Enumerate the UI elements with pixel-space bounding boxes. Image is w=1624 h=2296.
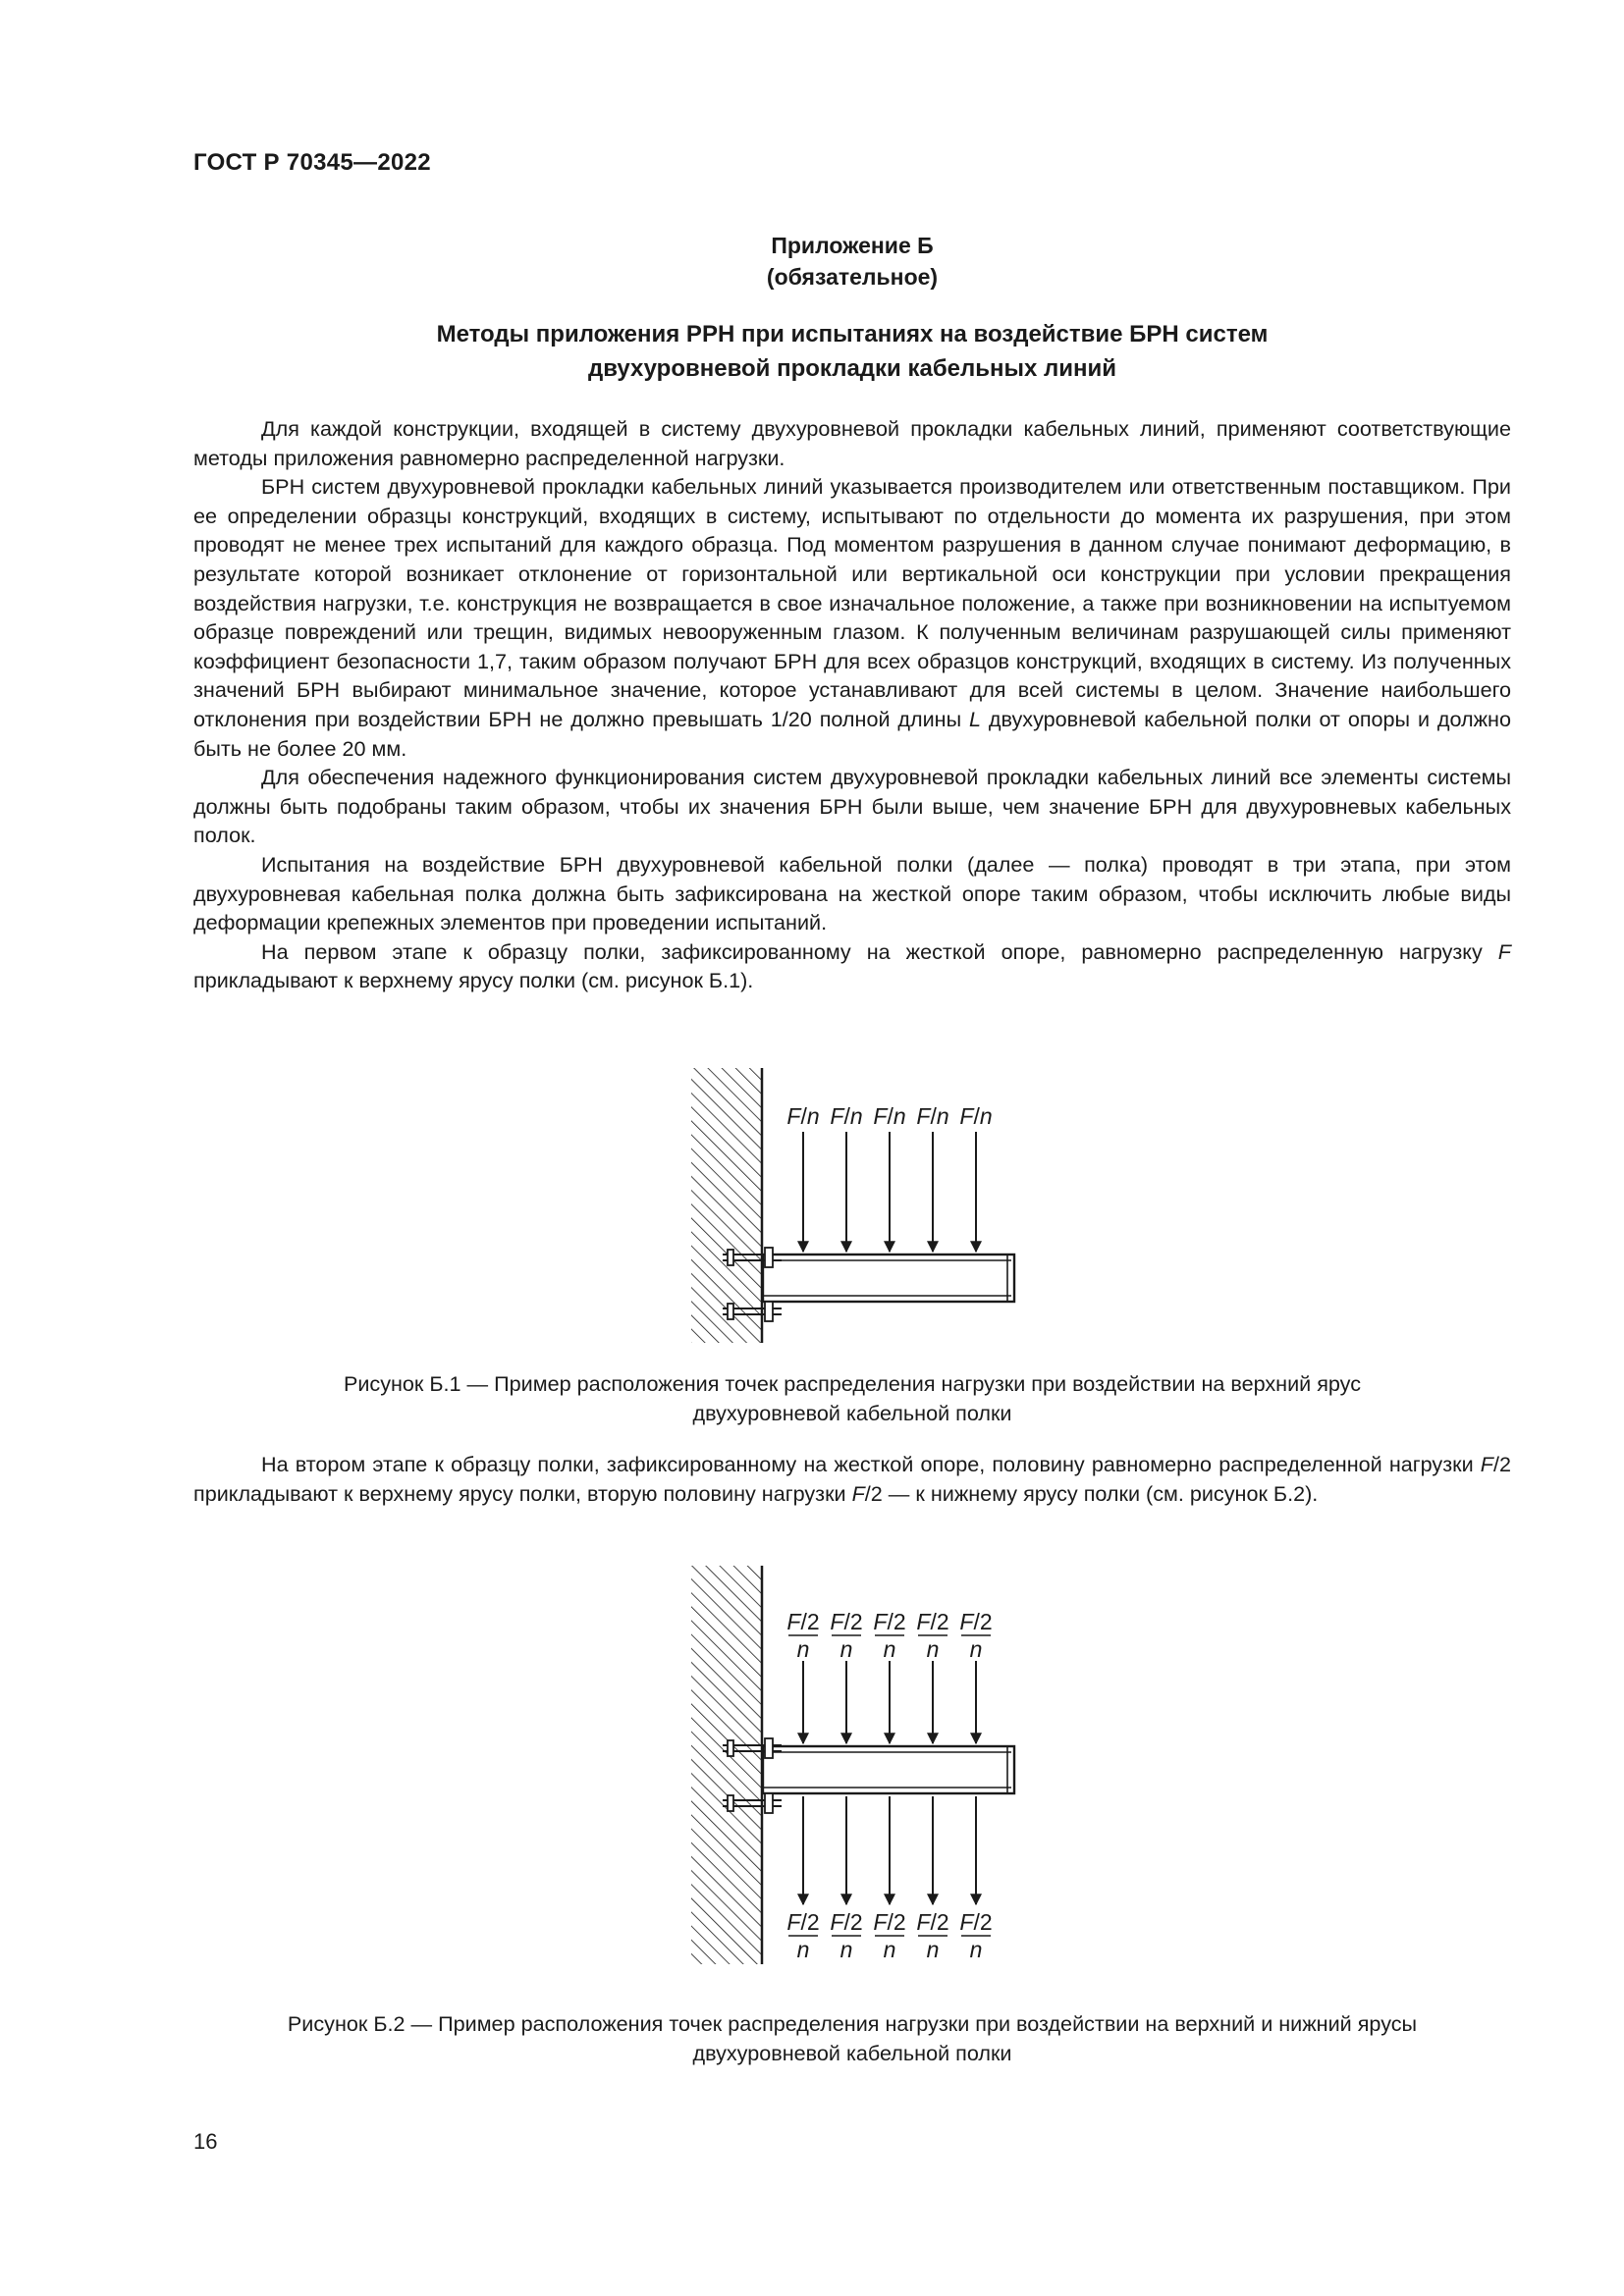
annex-status: (обязательное) xyxy=(766,264,939,290)
load-labels-top xyxy=(786,1103,992,1129)
fraction-label xyxy=(830,1909,862,1962)
svg-text:F/2: F/2 xyxy=(786,1909,820,1935)
svg-text:F/2: F/2 xyxy=(830,1909,863,1935)
svg-text:F/2: F/2 xyxy=(959,1609,993,1634)
svg-text:F/2: F/2 xyxy=(916,1609,949,1634)
figure-b2 xyxy=(0,1561,1624,1973)
svg-text:F/2: F/2 xyxy=(786,1609,820,1634)
paragraph-4: Испытания на воздействие БРН двухуровневой кабельной полки (далее — полка) проводят в три этапа, при этом двухуровневая кабельная полка должна быть зафиксирована на жесткой опоре таким образом, чтобы исключить любые виды деформации крепежных элементов при проведении испытаний. xyxy=(193,851,1511,935)
svg-text:n: n xyxy=(969,1636,983,1662)
load-label: F/n xyxy=(959,1103,993,1129)
paragraph-3: Для обеспечения надежного функционирования систем двухуровневой прокладки кабельных линий все элементы системы должны быть подобраны таким образом, чтобы их значения БРН были выше, чем значение БРН для двухуровневых кабельных полок. xyxy=(193,765,1511,848)
wall-hatching xyxy=(691,1566,762,1964)
paragraph-1: Для каждой конструкции, входящей в систему двухуровневой прокладки кабельных линий, применяют соответствующие методы приложения равномерно распределенной нагрузки. xyxy=(193,416,1511,470)
figure-b1-caption: Рисунок Б.1 — Пример расположения точек распределения нагрузки при воздействии на верхний ярус двухуровневой кабельной полки xyxy=(343,1371,1362,1425)
fraction-labels-top xyxy=(786,1609,992,1662)
svg-text:F/2: F/2 xyxy=(830,1609,863,1634)
svg-text:F/2: F/2 xyxy=(873,1909,906,1935)
load-label: F/n xyxy=(786,1103,820,1129)
svg-text:F/2: F/2 xyxy=(916,1909,949,1935)
fraction-label xyxy=(916,1609,948,1662)
svg-text:n: n xyxy=(796,1636,810,1662)
svg-text:n: n xyxy=(926,1937,940,1962)
document-header: ГОСТ Р 70345—2022 xyxy=(193,149,431,176)
section-title-line1: Методы приложения РРН при испытаниях на воздействие БРН систем xyxy=(436,321,1269,347)
svg-text:n: n xyxy=(796,1937,810,1962)
paragraph-5: На первом этапе к образцу полки, зафиксированному на жесткой опоре, равномерно распределенную нагрузку F прикладывают к верхнему ярусу полки (см. рисунок Б.1). xyxy=(193,938,1511,993)
cable-shelf xyxy=(763,1746,1014,1793)
svg-text:n: n xyxy=(969,1937,983,1962)
body-text-block-2 xyxy=(193,1450,1511,1508)
svg-text:n: n xyxy=(926,1636,940,1662)
load-label: F/n xyxy=(830,1103,863,1129)
section-title xyxy=(193,317,1511,386)
load-label: F/n xyxy=(916,1103,949,1129)
variable-L: L xyxy=(968,706,981,731)
paragraph-2: БРН систем двухуровневой прокладки кабельных линий указывается производителем или ответственным поставщиком. При ее определении образцы конструкций, входящих в систему, испытывают по отдельности до момента их разрушения, при этом проводят не менее трех испытаний для каждого образца. Под моментом разрушения в данном случае понимают деформацию, в результате которой возникает отклонение от горизонтальной или вертикальной оси конструкции при условии прекращения воздействия нагрузки, т.е. конструкция не возвращается в свое изначальное положение, а также при возникновении на испытуемом образце повреждений или трещин, видимых невооруженным глазом. К полученным величинам разрушающей силы применяют коэффициент безопасности 1,7, таким образом получают БРН для всех образцов конструкций, входящих в систему. Из полученных значений БРН выбирают минимальное значение, которое устанавливают для всей системы в целом. Значение наибольшего отклонения при воздействии БРН не должно превышать 1/20 полной длины L двухуровневой кабельной полки от опоры и должно быть не более 20 мм. xyxy=(193,474,1511,761)
fraction-label xyxy=(830,1609,862,1662)
figure-b2-caption: Рисунок Б.2 — Пример расположения точек распределения нагрузки при воздействии на верхний и нижний ярусы двухуровневой кабельной полки xyxy=(287,2011,1418,2065)
svg-text:n: n xyxy=(883,1636,896,1662)
load-arrows-top xyxy=(803,1132,976,1252)
fraction-label xyxy=(786,1609,819,1662)
svg-text:n: n xyxy=(839,1937,853,1962)
svg-text:n: n xyxy=(883,1937,896,1962)
load-arrows-top xyxy=(803,1661,976,1743)
section-title-line2: двухуровневой прокладки кабельных линий xyxy=(587,355,1117,382)
paragraph-6: На втором этапе к образцу полки, зафиксированному на жесткой опоре, половину равномерно распределенной нагрузки F/2 прикладывают к верхнему ярусу полки, вторую половину нагрузки F/2 — к нижнему ярусу полки (см. рисунок Б.2). xyxy=(193,1452,1511,1506)
fraction-label xyxy=(786,1909,819,1962)
load-arrows-bottom xyxy=(803,1796,976,1904)
fraction-label xyxy=(873,1909,905,1962)
svg-text:n: n xyxy=(839,1636,853,1662)
wall-hatching xyxy=(691,1068,762,1343)
body-text-block-1 xyxy=(193,414,1511,995)
page-number: 16 xyxy=(193,2129,218,2154)
annex-title: Приложение Б xyxy=(771,233,934,258)
annex-heading xyxy=(193,230,1511,293)
svg-text:F/2: F/2 xyxy=(873,1609,906,1634)
figure-b1 xyxy=(0,1060,1624,1355)
cable-shelf xyxy=(763,1255,1014,1302)
fraction-label xyxy=(959,1909,992,1962)
fraction-label xyxy=(959,1609,992,1662)
fraction-labels-bottom xyxy=(786,1909,992,1962)
variable-F: F xyxy=(1497,938,1511,964)
svg-text:F/2: F/2 xyxy=(959,1909,993,1935)
load-label: F/n xyxy=(873,1103,906,1129)
fraction-label xyxy=(873,1609,905,1662)
fraction-label xyxy=(916,1909,948,1962)
